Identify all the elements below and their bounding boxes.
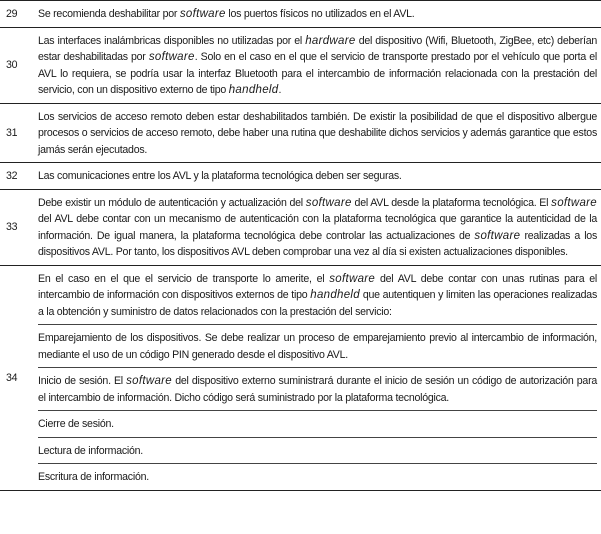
requirements-rows: [0, 0, 601, 265]
requirement-text: [38, 190, 597, 265]
requirement-number: 33: [6, 221, 18, 233]
text-run: Las comunicaciones entre los AVL y la plataforma tecnológica deben ser seguras.: [38, 170, 402, 182]
text-run: Emparejamiento de los dispositivos. Se debe realizar un proceso de emparejamiento previo al intercambio de información, mediante el uso de un código PIN generado desde el dispositivo AVL.: [38, 332, 597, 361]
requirement-row-34: [0, 265, 601, 491]
emphasized-term: software: [551, 196, 598, 209]
requirement-subitem: [38, 410, 597, 437]
requirement-row-33: [0, 189, 601, 265]
requirement-number: 32: [6, 169, 18, 182]
requirement-text: [38, 28, 597, 103]
emphasized-term: software: [148, 51, 195, 63]
emphasized-term: software: [126, 375, 172, 387]
text-run: Inicio de sesión. El: [38, 375, 127, 387]
requirement-row-32: [0, 162, 601, 189]
text-run: En el caso en el que el servicio de transporte lo amerite, el: [38, 272, 330, 285]
requirement-number: 29: [6, 7, 18, 20]
text-run: . Solo en el caso en el que el servicio de transporte prestado por el vehículo que porta el AVL lo requiera, se podría usar la interfaz Bluetooth para el intercambio de información relacionada con la prestación del servicio, con un dispositivo externo de tipo: [38, 51, 597, 96]
text-run: Escritura de información.: [38, 471, 149, 483]
text-run: del AVL debe contar con unas rutinas para el intercambio de información con dispositivos externos de tipo: [38, 272, 597, 301]
text-run: Los servicios de acceso remoto deben estar deshabilitados también. De existir la posibilidad de que el dispositivo albergue procesos o servicios de acceso remoto, debe haber una rutina que deshabilite dichos servicios y además garantice que estos jamás serán ejecutados.: [38, 110, 597, 156]
emphasized-term: software: [179, 8, 226, 20]
emphasized-term: software: [305, 196, 352, 209]
text-run: Lectura de información.: [38, 444, 143, 457]
text-run: .: [278, 84, 282, 96]
text-run: que autentiquen y limiten las operaciones realizadas a la obtención y suministro de datos relacionados con la prestación del servicio:: [38, 289, 597, 318]
text-run: los puertos físicos no utilizados en el AVL.: [225, 8, 415, 20]
text-run: del dispositivo (Wifi, Bluetooth, ZigBee, etc) deberían estar deshabilitadas por: [38, 34, 597, 63]
requirement-text: [38, 104, 597, 163]
text-run: realizadas a los dispositivos AVL. Por tanto, los dispositivos AVL deben comprobar una vez al día si existen actualizaciones disponibles.: [38, 229, 597, 258]
text-run: del AVL desde la plataforma tecnológica. El: [351, 196, 552, 209]
requirement-subrows: [38, 266, 601, 490]
requirement-number: 34: [6, 371, 18, 384]
requirement-subitem: [38, 463, 597, 490]
text-run: del AVL debe contar con un mecanismo de autenticación con la plataforma tecnológica que garantice la autenticidad de la información. De igual manera, la plataforma tecnológica debe controlar las actualizaciones de: [38, 213, 597, 242]
requirement-text: [38, 163, 597, 189]
emphasized-term: software: [474, 229, 521, 242]
text-run: Se recomienda deshabilitar por: [38, 8, 180, 20]
text-run: Cierre de sesión.: [38, 418, 114, 430]
requirement-number: 31: [6, 126, 18, 139]
emphasized-term: handheld: [228, 84, 279, 96]
requirement-subitem: [38, 324, 597, 367]
requirement-row-31: [0, 103, 601, 163]
requirement-row-29: [0, 0, 601, 27]
requirement-subitem: [38, 437, 597, 464]
emphasized-term: software: [329, 272, 376, 285]
requirement-subitem: [38, 367, 597, 410]
emphasized-term: hardware: [305, 34, 356, 47]
text-run: del dispositivo externo suministrará durante el inicio de sesión un código de autorización para el intercambio de información. Dicho código será suministrado por la plataforma tecnológica.: [38, 375, 597, 404]
text-run: Las interfaces inalámbricas disponibles no utilizadas por el: [38, 34, 306, 47]
emphasized-term: handheld: [310, 289, 360, 301]
requirement-number: 30: [6, 59, 18, 71]
requirement-row-30: [0, 27, 601, 103]
requirement-text: [38, 266, 597, 325]
text-run: Debe existir un módulo de autenticación y actualización del: [38, 196, 306, 209]
requirement-text: [38, 1, 597, 27]
